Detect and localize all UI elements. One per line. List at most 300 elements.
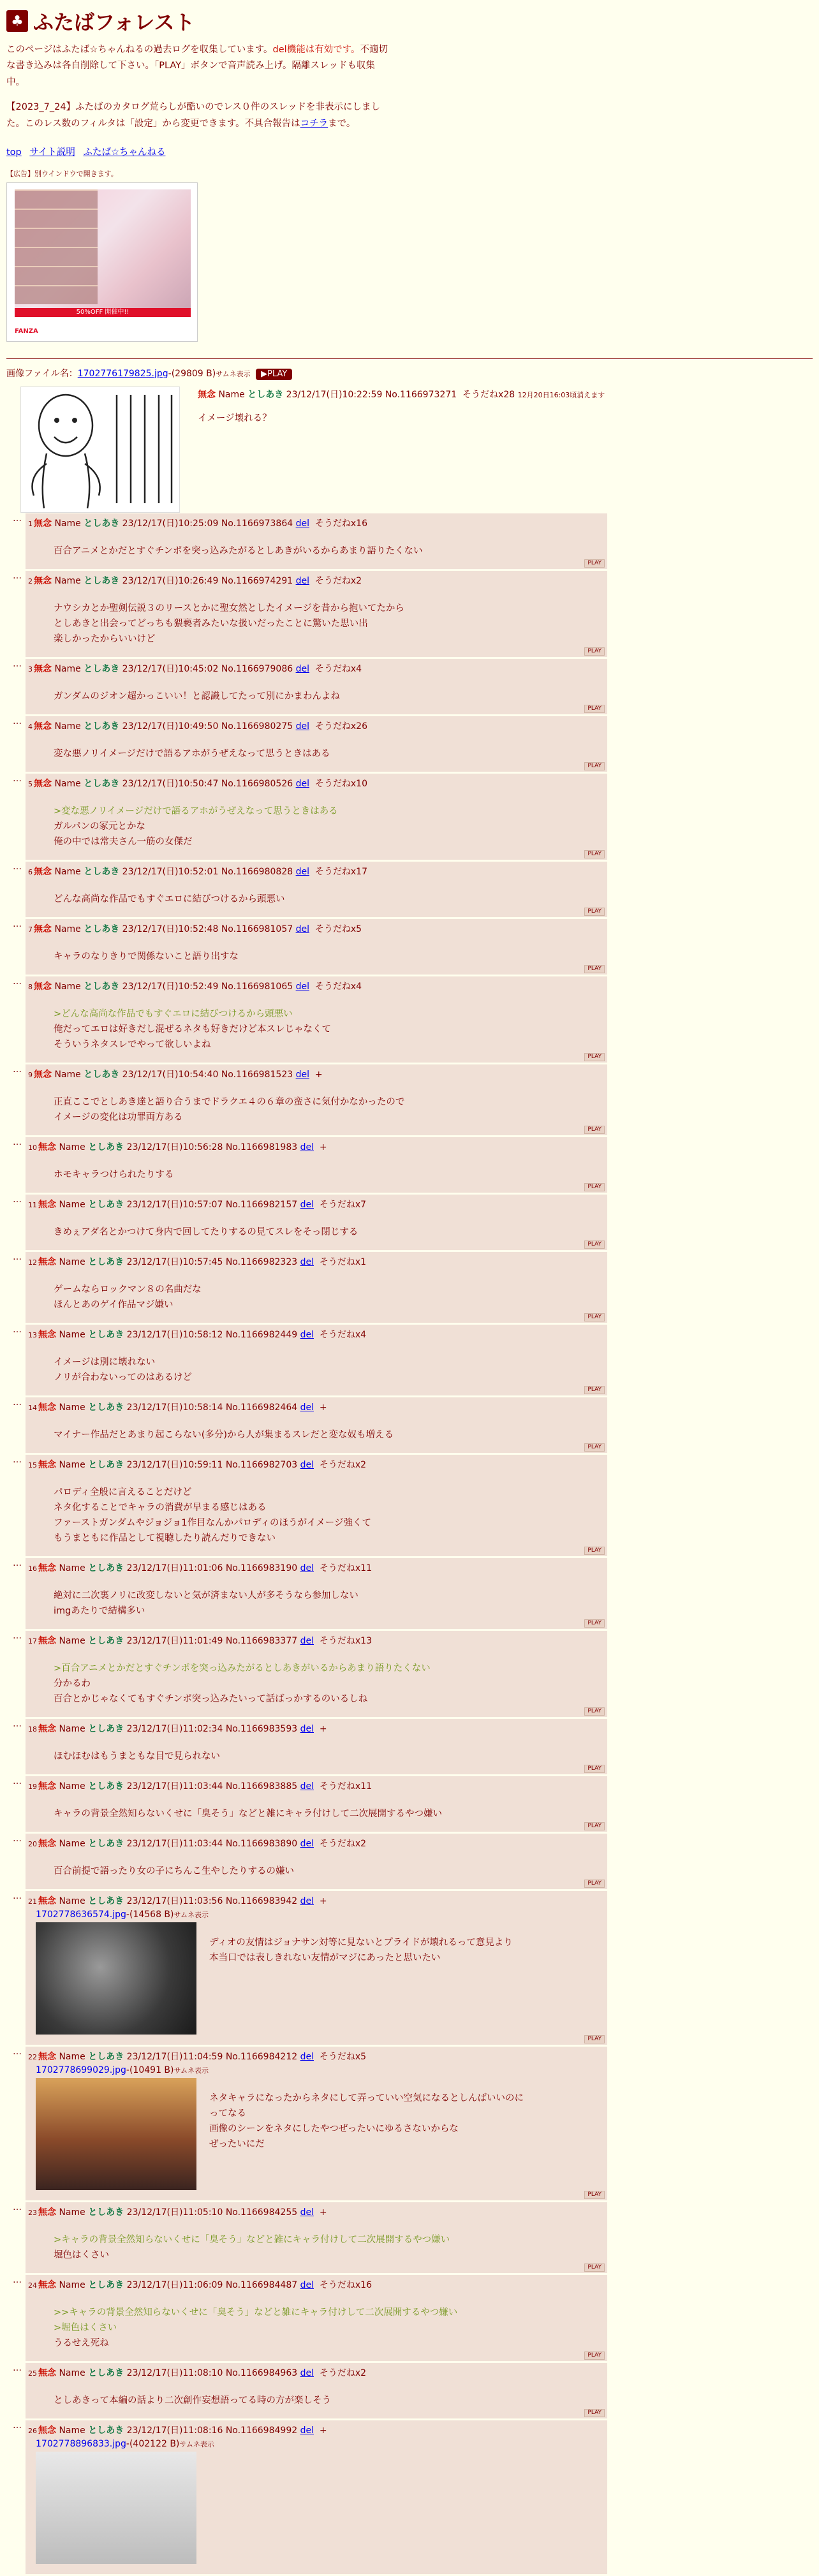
reply-body [54, 892, 601, 907]
sodane-button[interactable]: + [319, 1895, 327, 1906]
ad-sale-bar: 50%OFF 開催中!! [15, 308, 191, 317]
reply-dots: … [13, 2420, 22, 2431]
play-button[interactable]: PLAY [584, 705, 605, 713]
op-datetime: 23/12/17(日)10:22:59 [286, 389, 383, 400]
del-link[interactable]: del [300, 1838, 314, 1849]
op-image[interactable] [20, 386, 180, 513]
reply-subject: 無念 [34, 778, 52, 789]
reply-number: No.1166981057 [221, 924, 293, 934]
reply-dots: … [13, 2274, 22, 2285]
quote-text: >>キャラの背景全然知らないくせに「臭そう」などと雑にキャラ付けして二次展開するやつ嫌い >堀色はくさい [54, 2307, 458, 2333]
sodane-button[interactable]: + [314, 1069, 323, 1080]
reply-post [13, 2274, 607, 2361]
reply-subject: 無念 [34, 575, 52, 586]
op-file-link[interactable]: 1702776179825.jpg [77, 368, 168, 379]
reply-post [13, 2362, 607, 2418]
play-button[interactable]: PLAY [584, 965, 605, 973]
intro-del-notice: del機能は有効です。 [272, 45, 360, 55]
del-link[interactable]: del [300, 2279, 314, 2290]
reply-subject: 無念 [38, 2051, 56, 2062]
sodane-button[interactable]: そうだねx1 [319, 1256, 367, 1267]
sodane-button[interactable]: そうだねx4 [314, 663, 362, 674]
reply-subject: 無念 [38, 1563, 56, 1573]
del-link[interactable]: del [300, 2425, 314, 2436]
reply-body [54, 1806, 601, 1822]
reply-body [54, 746, 601, 762]
sodane-button[interactable]: そうだねx26 [314, 721, 367, 732]
reply-name: としあき [84, 778, 120, 789]
reply-index: 20 [28, 1839, 37, 1848]
reply-index: 8 [28, 982, 33, 991]
reply-subject: 無念 [38, 1459, 56, 1470]
about-link[interactable]: サイト説明 [29, 147, 75, 158]
divider [6, 358, 813, 359]
reply-datetime: 23/12/17(日)10:58:12 [126, 1329, 223, 1340]
reply-name-label: Name [54, 924, 81, 934]
reply-name: としあき [84, 721, 120, 732]
reply-subject: 無念 [38, 2279, 56, 2290]
reply-index: 2 [28, 577, 33, 585]
reply-name-label: Name [54, 866, 81, 877]
sodane-button[interactable]: そうだねx11 [319, 1781, 372, 1792]
reply-index: 6 [28, 867, 33, 876]
play-button[interactable]: PLAY [584, 1707, 605, 1716]
file-label: 画像ファイル名： [6, 368, 78, 379]
play-button[interactable]: PLAY [584, 2352, 605, 2360]
reply-dots: … [13, 1718, 22, 1729]
report-link[interactable]: コチラ [300, 118, 328, 129]
reply-thumb-note: サムネ表示 [173, 1910, 209, 1919]
reply-header [28, 575, 601, 588]
sodane-button[interactable]: そうだねx4 [314, 981, 362, 992]
reply-name-label: Name [59, 1635, 85, 1646]
reply-name-label: Name [59, 1781, 85, 1792]
reply-name-label: Name [59, 1256, 85, 1267]
reply-name: としあき [88, 1402, 124, 1413]
reply-dots: … [13, 1251, 22, 1262]
reply-index: 9 [28, 1070, 33, 1079]
reply-subject: 無念 [38, 1142, 56, 1152]
reply-thumbnail[interactable] [36, 2452, 196, 2564]
reply-header [28, 2367, 601, 2380]
reply-index: 22 [28, 2052, 37, 2061]
reply-name: としあき [88, 1635, 124, 1646]
play-button[interactable]: PLAY [584, 1822, 605, 1830]
play-button[interactable]: PLAY [584, 2191, 605, 2199]
reply-subject: 無念 [34, 866, 52, 877]
reply-subject: 無念 [38, 1781, 56, 1792]
reply-post [13, 1890, 607, 2045]
reply-dots: … [13, 2362, 22, 2373]
reply-post [13, 1251, 607, 1323]
reply-number: No.1166984255 [225, 2207, 298, 2218]
top-link[interactable]: top [6, 147, 22, 158]
reply-number: No.1166980828 [221, 866, 293, 877]
notice-end: まで。 [328, 118, 356, 129]
reply-subject: 無念 [38, 1635, 56, 1646]
reply-header [28, 1780, 601, 1793]
reply-text: ホモキャラつけられたりする [54, 1169, 174, 1180]
reply-number: No.1166983885 [225, 1781, 298, 1792]
del-link[interactable]: del [300, 2367, 314, 2378]
reply-header [28, 1328, 601, 1342]
reply-header [28, 865, 601, 879]
quote-text: >キャラの背景全然知らないくせに「臭そう」などと雑にキャラ付けして二次展開するやつ嫌い [54, 2234, 450, 2245]
play-button[interactable]: PLAY [584, 1443, 605, 1452]
reply-number: No.1166982464 [225, 1402, 298, 1413]
reply-body [54, 1485, 601, 1546]
play-button[interactable]: PLAY [584, 1313, 605, 1321]
reply-post [13, 2046, 607, 2200]
reply-name: としあき [88, 1781, 124, 1792]
reply-header [28, 1723, 601, 1736]
reply-index: 12 [28, 1258, 37, 1267]
sodane-button[interactable]: そうだねx10 [314, 778, 367, 789]
reply-dots: … [13, 2046, 22, 2057]
reply-post [13, 513, 607, 569]
reply-dots: … [13, 658, 22, 669]
reply-body [54, 1661, 601, 1707]
sodane-button[interactable]: + [319, 1402, 327, 1413]
reply-dots: … [13, 1557, 22, 1568]
reply-index: 5 [28, 779, 33, 788]
reply-thumbnail[interactable] [36, 2078, 196, 2190]
del-link[interactable]: del [300, 1459, 314, 1470]
quote-text: >変な悪ノリイメージだけで語るアホがうぜえなって思うときはある [54, 806, 338, 816]
intro-text-2: 不適切な書き込みは各自削除して下さい。「PLAY」ボタンで音声読み上げ。隔離スレッドも収集中。 [6, 45, 388, 87]
reply-file-info [36, 2439, 601, 2449]
reply-name-label: Name [59, 1723, 85, 1734]
reply-file-info [36, 2065, 601, 2075]
reply-datetime: 23/12/17(日)10:52:48 [122, 924, 219, 934]
del-link[interactable]: del [295, 778, 309, 789]
reply-text: イメージは別に壊れない ノリが合わないってのはあるけど [54, 1357, 192, 1383]
play-button[interactable]: PLAY [584, 1386, 605, 1394]
sodane-button[interactable]: そうだねx2 [314, 575, 362, 586]
del-link[interactable]: del [300, 1723, 314, 1734]
del-link[interactable]: del [295, 924, 309, 934]
reply-post [13, 570, 607, 657]
play-button[interactable]: PLAY [584, 2263, 605, 2272]
sodane-button[interactable]: + [319, 1142, 327, 1152]
reply-subject: 無念 [38, 1723, 56, 1734]
reply-body [54, 1749, 601, 1764]
reply-name: としあき [88, 1256, 124, 1267]
sodane-button[interactable]: そうだねx11 [319, 1563, 372, 1573]
op-name-label: Name [218, 389, 245, 400]
reply-text: 分かるわ 百合とかじゃなくてもすぐチンポ突っ込みたいって話ばっかするのいるしね [54, 1678, 368, 1704]
reply-index: 18 [28, 1725, 37, 1733]
reply-number: No.1166980526 [221, 778, 293, 789]
reply-media-row [28, 1922, 601, 2035]
sodane-button[interactable]: そうだねx16 [314, 518, 367, 529]
reply-name-label: Name [59, 1563, 85, 1573]
del-link[interactable]: del [300, 2207, 314, 2218]
reply-name-label: Name [59, 2425, 85, 2436]
reply-number: No.1166983942 [225, 1895, 298, 1906]
reply-subject: 無念 [34, 721, 52, 732]
reply-list [6, 513, 813, 2574]
sodane-button[interactable]: + [319, 1723, 327, 1734]
del-link[interactable]: del [295, 721, 309, 732]
reply-body [54, 1355, 601, 1385]
ad-label: 【広告】別ウインドウで開きます。 [6, 169, 118, 178]
site-description [6, 42, 389, 91]
reply-datetime: 23/12/17(日)10:59:11 [126, 1459, 223, 1470]
reply-body [54, 1864, 601, 1879]
reply-number: No.1166979086 [221, 663, 293, 674]
reply-body [54, 1282, 601, 1313]
reply-name-label: Name [54, 518, 81, 529]
reply-datetime: 23/12/17(日)11:03:56 [126, 1895, 223, 1906]
reply-name-label: Name [59, 1402, 85, 1413]
reply-body [209, 2091, 524, 2190]
reply-name-label: Name [54, 663, 81, 674]
notice-text: 【2023_7_24】ふたばのカタログ荒らしが酷いのでレス０件のスレッドを非表示にしました。このレス数のフィルタは「設定」から変更できます。不具合報告は [6, 102, 380, 129]
reply-name-label: Name [59, 2367, 85, 2378]
reply-post [13, 976, 607, 1063]
reply-dots: … [13, 1454, 22, 1465]
sodane-button[interactable]: そうだねx5 [314, 924, 362, 934]
reply-file-link[interactable]: 1702778896833.jpg [36, 2438, 126, 2449]
reply-index: 11 [28, 1200, 37, 1209]
del-link[interactable]: del [300, 1781, 314, 1792]
reply-number: No.1166983593 [225, 1723, 298, 1734]
reply-name: としあき [88, 1199, 124, 1210]
reply-header [28, 1141, 601, 1154]
del-link[interactable]: del [300, 1329, 314, 1340]
reply-text: 俺だってエロは好きだし混ぜるネタも好きだけど本スレじゃなくて そういうネタスレでやって欲しいよね [54, 1024, 331, 1050]
reply-number: No.1166982323 [225, 1256, 298, 1267]
reply-file-link[interactable]: 1702778636574.jpg [36, 1909, 126, 1920]
reply-dots: … [13, 1890, 22, 1901]
reply-text: きめぇアダ名とかつけて身内で回してたりするの見てスレをそっ閉じする [54, 1226, 358, 1237]
reply-datetime: 23/12/17(日)11:04:59 [126, 2051, 223, 2062]
reply-post [13, 1324, 607, 1395]
reply-post [13, 1630, 607, 1717]
reply-subject: 無念 [38, 1838, 56, 1849]
reply-header [28, 1198, 601, 1212]
op-subject: 無念 [198, 389, 216, 400]
reply-header [28, 517, 601, 531]
sodane-button[interactable]: + [319, 2425, 327, 2436]
reply-header [28, 980, 601, 994]
op-play-button[interactable]: ▶PLAY [256, 369, 292, 380]
op-thumb-note: サムネ表示 [216, 369, 251, 378]
reply-post [13, 1137, 607, 1193]
play-button[interactable]: PLAY [584, 762, 605, 770]
reply-number: No.1166983890 [225, 1838, 298, 1849]
reply-number: No.1166984963 [225, 2367, 298, 2378]
reply-name-label: Name [59, 2207, 85, 2218]
del-link[interactable]: del [300, 1635, 314, 1646]
sodane-button[interactable]: そうだねx2 [319, 2367, 367, 2378]
reply-body [54, 1167, 601, 1182]
reply-number: No.1166983377 [225, 1635, 298, 1646]
reply-datetime: 23/12/17(日)11:08:16 [126, 2425, 223, 2436]
reply-header [28, 1837, 601, 1851]
reply-post [13, 716, 607, 772]
play-button[interactable]: PLAY [584, 850, 605, 858]
reply-body [54, 2305, 601, 2351]
reply-subject: 無念 [34, 924, 52, 934]
quote-text: >百合アニメとかだとすぐチンポを突っ込みたがるとしあきがいるからあまり語りたくない [54, 1663, 431, 1674]
play-button[interactable]: PLAY [584, 908, 605, 916]
sodane-button[interactable]: + [319, 2207, 327, 2218]
op-name: としあき [247, 389, 284, 400]
play-button[interactable]: PLAY [584, 1183, 605, 1191]
del-link[interactable]: del [300, 2051, 314, 2062]
del-link[interactable]: del [300, 1142, 314, 1152]
futaba-link[interactable]: ふたば☆ちゃんねる [83, 147, 166, 158]
reply-body [54, 2393, 601, 2408]
reply-number: No.1166981983 [225, 1142, 298, 1152]
reply-text: 絶対に二次裏ノリに改変しないと気が済まない人が多そうなら参加しない imgあたりで結構多い [54, 1590, 358, 1616]
site-title: ふたばフォレスト [33, 10, 195, 34]
play-button[interactable]: PLAY [584, 1126, 605, 1134]
reply-name: としあき [88, 2425, 124, 2436]
sodane-button[interactable]: そうだねx13 [319, 1635, 372, 1646]
reply-subject: 無念 [38, 1199, 56, 1210]
reply-body [54, 689, 601, 704]
sodane-button[interactable]: そうだねx2 [319, 1838, 367, 1849]
reply-subject: 無念 [38, 1402, 56, 1413]
reply-text: ディオの友情はジョナサン対等に見ないとプライドが壊れるって意見より 本当口では表しきれない友情がマジにあったと思いたい [209, 1937, 513, 1963]
op-sodane[interactable]: そうだねx28 [462, 389, 515, 400]
reply-subject: 無念 [38, 2367, 56, 2378]
reply-post [13, 2202, 607, 2273]
ad-collage [15, 189, 98, 304]
reply-name: としあき [84, 1069, 120, 1080]
play-button[interactable]: PLAY [584, 2409, 605, 2417]
play-button[interactable]: PLAY [584, 2035, 605, 2043]
reply-header [28, 1459, 601, 1472]
reply-name-label: Name [59, 1895, 85, 1906]
reply-datetime: 23/12/17(日)11:03:44 [126, 1838, 223, 1849]
del-link[interactable]: del [295, 663, 309, 674]
del-link[interactable]: del [300, 1895, 314, 1906]
reply-index: 19 [28, 1782, 37, 1791]
reply-dots: … [13, 1776, 22, 1786]
reply-post [13, 1718, 607, 1774]
del-link[interactable]: del [295, 518, 309, 529]
reply-file-size: -(14568 B) [126, 1909, 174, 1920]
del-link[interactable]: del [295, 575, 309, 586]
play-button[interactable]: PLAY [584, 1053, 605, 1061]
reply-datetime: 23/12/17(日)11:05:10 [126, 2207, 223, 2218]
reply-name-label: Name [59, 1142, 85, 1152]
reply-post [13, 1064, 607, 1135]
reply-text: キャラのなりきりで関係ないこと語り出すな [54, 951, 239, 962]
op-drawing [21, 387, 179, 512]
reply-header [28, 923, 601, 936]
reply-datetime: 23/12/17(日)11:03:44 [126, 1781, 223, 1792]
reply-header [28, 1256, 601, 1269]
del-link[interactable]: del [295, 981, 309, 992]
reply-header [28, 2206, 601, 2219]
del-link[interactable]: del [300, 1402, 314, 1413]
reply-file-size: -(10491 B) [126, 2064, 174, 2075]
reply-body [54, 1094, 601, 1125]
sodane-button[interactable]: そうだねx5 [319, 2051, 367, 2062]
reply-header [28, 2424, 601, 2438]
reply-text: ネタキャラになったからネタにして弄っていい空気になるとしんばいいのに ってなる 画像のシーンをネタにしたやつぜったいにゆるさないからな ぜったいにだ [209, 2093, 524, 2149]
reply-index: 24 [28, 2281, 37, 2290]
reply-dots: … [13, 716, 22, 726]
reply-text: 堀色はくさい [54, 2249, 109, 2260]
play-button[interactable]: PLAY [584, 559, 605, 568]
reply-name: としあき [88, 1329, 124, 1340]
reply-header [28, 2050, 601, 2064]
reply-dots: … [13, 1137, 22, 1147]
reply-datetime: 23/12/17(日)11:06:09 [126, 2279, 223, 2290]
reply-number: No.1166983190 [225, 1563, 298, 1573]
sodane-button[interactable]: そうだねx2 [319, 1459, 367, 1470]
reply-dots: … [13, 861, 22, 872]
play-button[interactable]: PLAY [584, 647, 605, 656]
reply-name: としあき [88, 2367, 124, 2378]
reply-datetime: 23/12/17(日)10:56:28 [126, 1142, 223, 1152]
reply-media-row [28, 2078, 601, 2190]
reply-subject: 無念 [38, 1256, 56, 1267]
ad-banner[interactable] [6, 182, 198, 342]
reply-name-label: Name [59, 1838, 85, 1849]
reply-dots: … [13, 918, 22, 929]
reply-body [54, 601, 601, 647]
reply-header [28, 1068, 601, 1082]
sodane-button[interactable]: そうだねx16 [319, 2279, 372, 2290]
play-button[interactable]: PLAY [584, 1547, 605, 1555]
reply-number: No.1166984212 [225, 2051, 298, 2062]
del-link[interactable]: del [300, 1256, 314, 1267]
op-file-info [6, 367, 813, 380]
reply-dots: … [13, 1194, 22, 1205]
reply-name-label: Name [54, 1069, 81, 1080]
play-button[interactable]: PLAY [584, 1619, 605, 1628]
reply-body [54, 2232, 601, 2263]
del-link[interactable]: del [300, 1199, 314, 1210]
reply-subject: 無念 [34, 981, 52, 992]
reply-index: 7 [28, 925, 33, 934]
reply-header [28, 1635, 601, 1648]
play-button[interactable]: PLAY [584, 1880, 605, 1888]
reply-file-link[interactable]: 1702778699029.jpg [36, 2064, 126, 2075]
reply-datetime: 23/12/17(日)11:02:34 [126, 1723, 223, 1734]
reply-number: No.1166974291 [221, 575, 293, 586]
reply-header [28, 2279, 601, 2292]
play-button[interactable]: PLAY [584, 1240, 605, 1249]
reply-name-label: Name [54, 778, 81, 789]
reply-thumbnail[interactable] [36, 1922, 196, 2035]
sodane-button[interactable]: そうだねx17 [314, 866, 367, 877]
del-link[interactable]: del [295, 866, 309, 877]
reply-subject: 無念 [38, 1329, 56, 1340]
reply-name-label: Name [59, 2051, 85, 2062]
reply-subject: 無念 [38, 1895, 56, 1906]
play-button[interactable]: PLAY [584, 1765, 605, 1773]
del-link[interactable]: del [300, 1563, 314, 1573]
del-link[interactable]: del [295, 1069, 309, 1080]
sodane-button[interactable]: そうだねx4 [319, 1329, 367, 1340]
reply-text: どんな高尚な作品でもすぐエロに結びつけるから頭悪い [54, 894, 285, 904]
sodane-button[interactable]: そうだねx7 [319, 1199, 367, 1210]
reply-index: 15 [28, 1461, 37, 1469]
reply-dots: … [13, 773, 22, 784]
reply-datetime: 23/12/17(日)11:01:49 [126, 1635, 223, 1646]
reply-text: としあきって本編の話より二次創作妄想語ってる時の方が楽しそう [54, 2395, 331, 2406]
reply-text: ゲームならロックマン８の名曲だな ほんとあのゲイ作品マジ嫌い [54, 1284, 202, 1310]
ad-brand: FANZA [15, 327, 38, 335]
